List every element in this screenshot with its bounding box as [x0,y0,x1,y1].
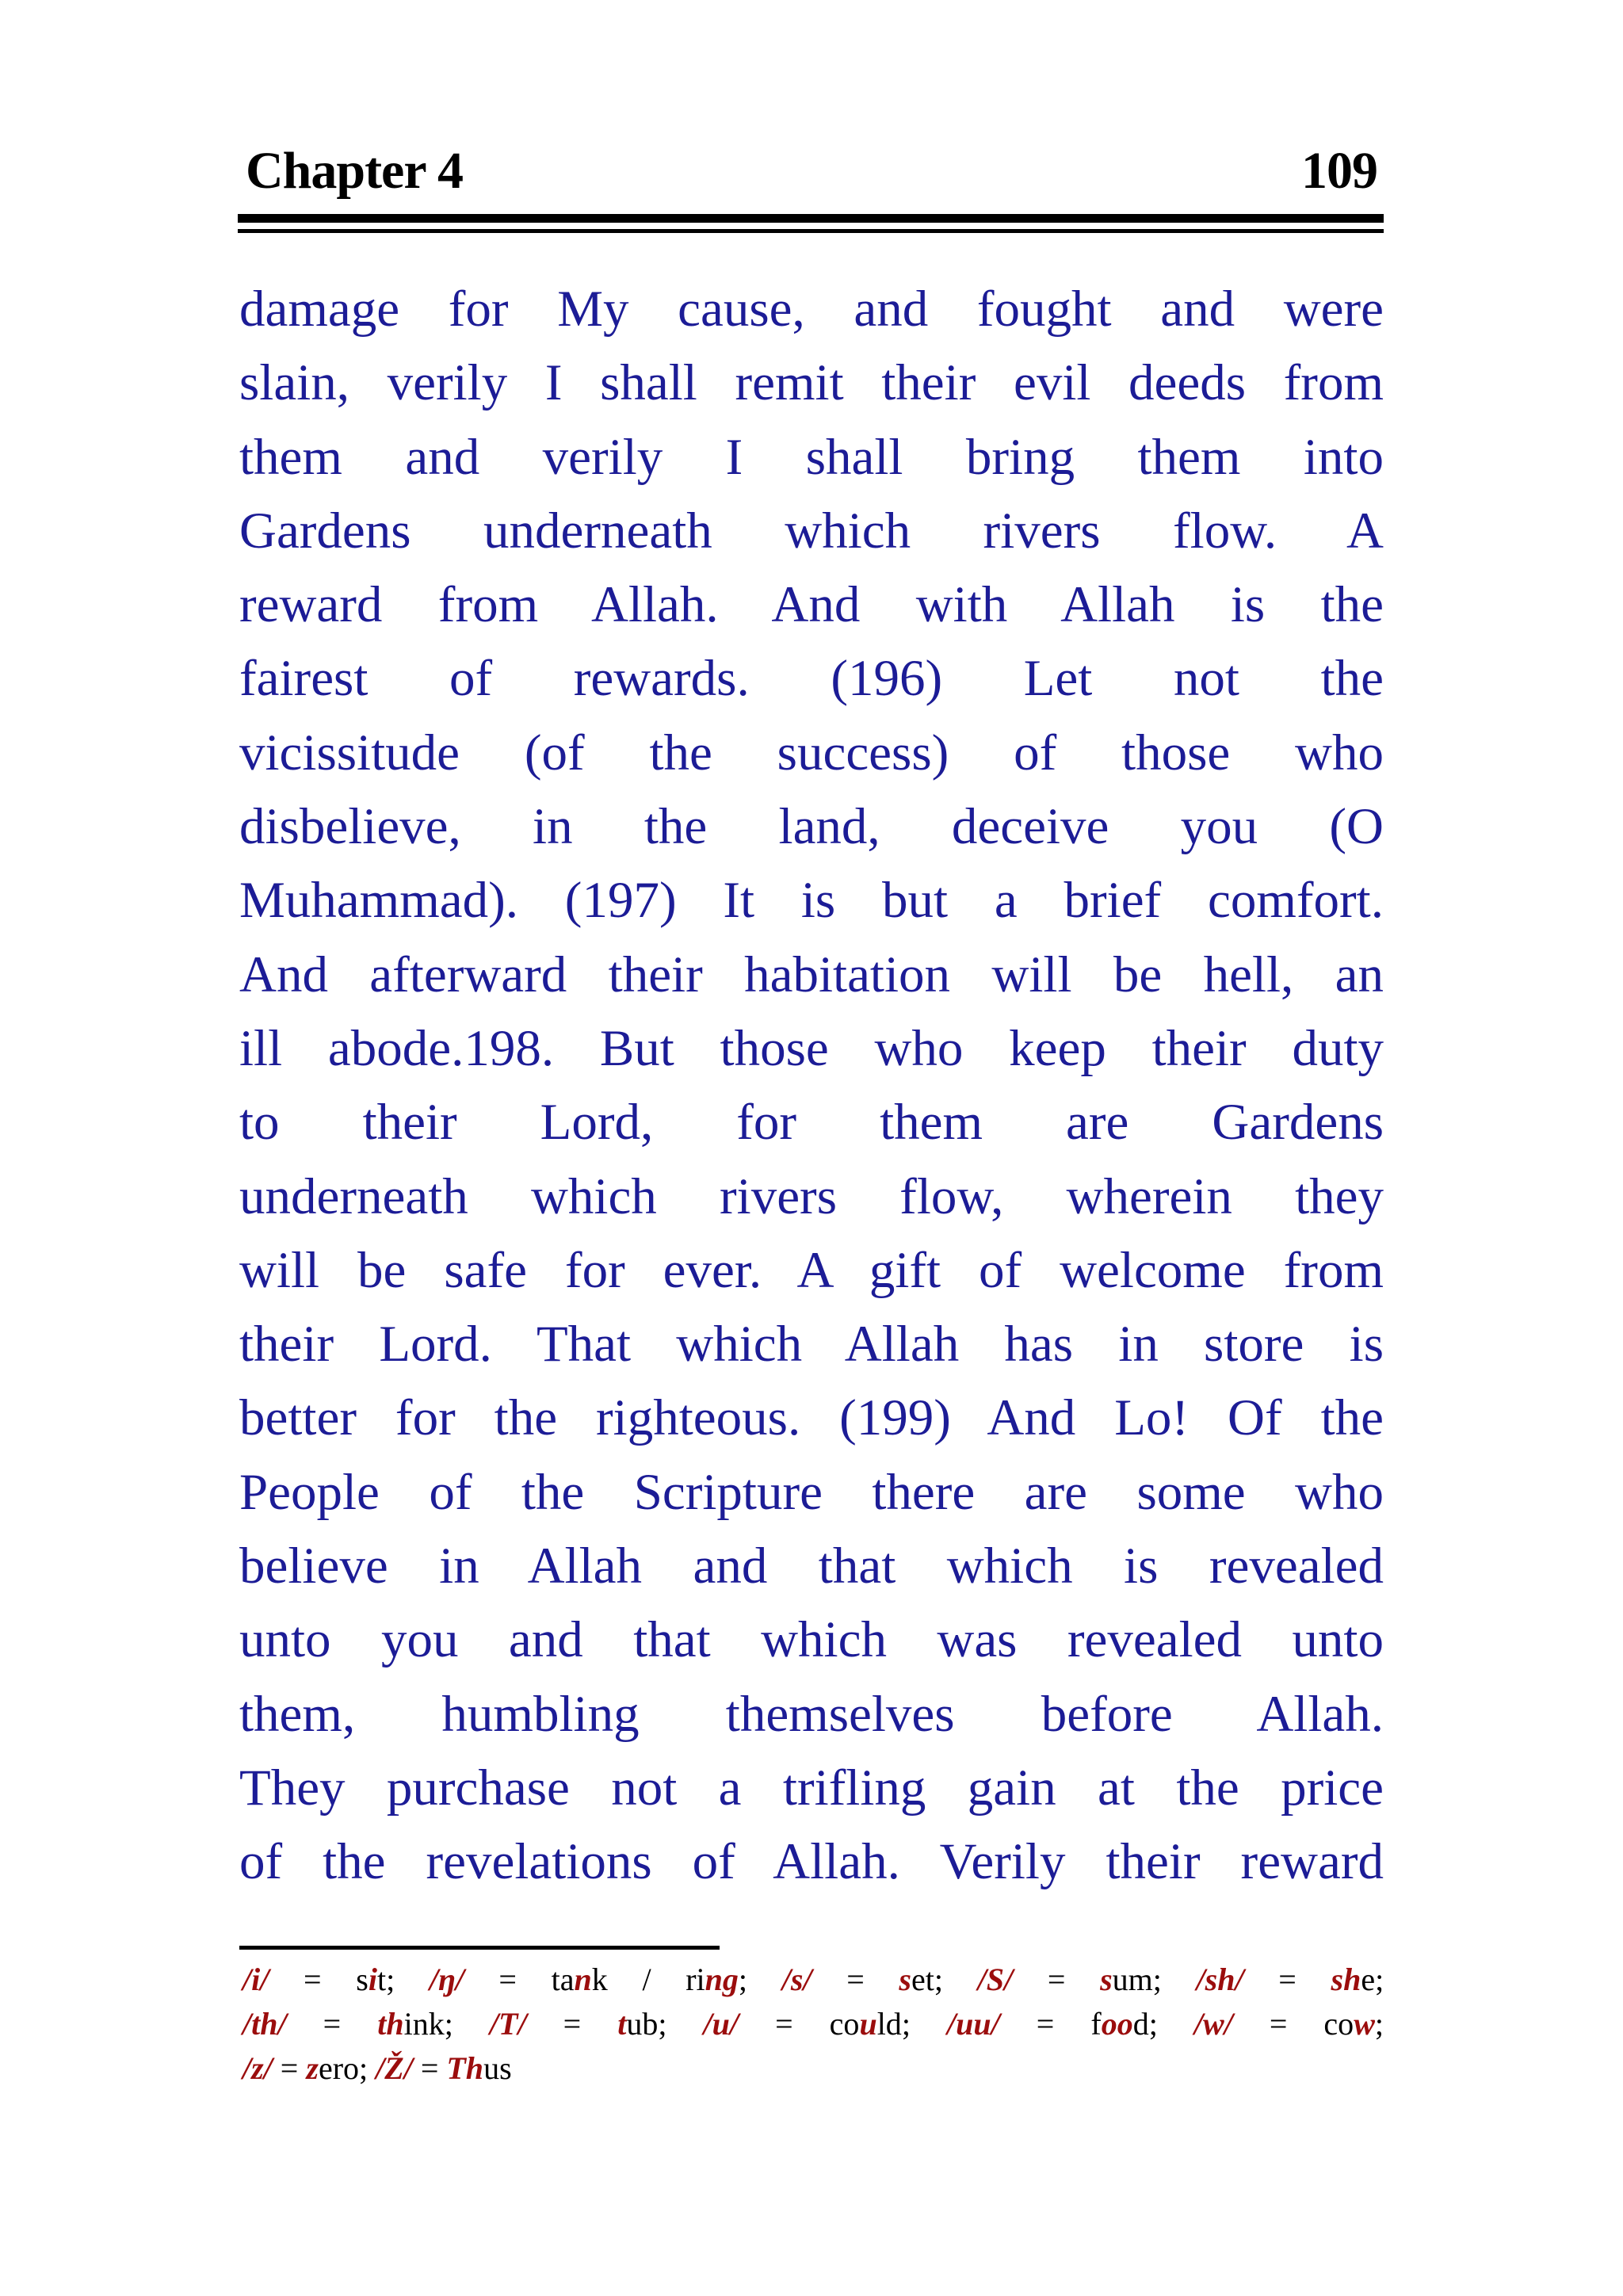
key-symbol: /th/ [242,2006,287,2042]
equals-sign: = [304,1962,322,1997]
equals-sign: = [563,2006,582,2042]
key-symbol: /i/ [242,1962,269,1997]
key-symbol: /u/ [703,2006,739,2042]
text-line: of the revelations of Allah. Verily their reward [239,1833,1384,1891]
text-line: unto you and that which was revealed unto [239,1611,1384,1669]
key-example: cow [1323,2006,1375,2042]
equals-sign: = [420,2050,439,2086]
pronunciation-key [242,1958,1384,2091]
text-line: to their Lord, for them are Gardens [239,1094,1384,1152]
key-example: tub [617,2006,659,2042]
key-symbol: /w/ [1193,2006,1233,2042]
text-line: them, humbling themselves before Allah. [239,1685,1384,1743]
footnote-line: /z/ = zero; /Ž/ = Thus [242,2050,512,2086]
footnote-line: /th/ = think; /T/ = tub; /u/ = could; /uu/ = food; /w/ = cow; [242,2006,1384,2042]
equals-sign: = [498,1962,517,1997]
key-example: set [899,1962,934,1997]
key-symbol: /S/ [977,1962,1014,1997]
equals-sign: = [1269,2006,1288,2042]
key-example: sum [1100,1962,1153,1997]
key-symbol: /uu/ [946,2006,1000,2042]
footnote-line: /i/ = sit; /ŋ/ = tank / ring; /s/ = set; /S/ = sum; /sh/ = she; [242,1962,1384,1997]
key-symbol: /s/ [781,1962,812,1997]
key-symbol: /Ž/ [376,2050,413,2086]
equals-sign: = [1036,2006,1055,2042]
text-line: reward from Allah. And with Allah is the [239,576,1384,634]
text-line: underneath which rivers flow, wherein they [239,1167,1384,1225]
text-line: They purchase not a trifling gain at the price [239,1759,1384,1817]
text-line: vicissitude (of the success) of those who [239,724,1384,781]
equals-sign: = [1278,1962,1296,1997]
text-line: slain, verily I shall remit their evil deeds from [239,354,1384,412]
text-line: fairest of rewards. (196) Let not the [239,650,1384,708]
header-rule-thick [238,214,1384,223]
page-number: 109 [1301,142,1377,200]
key-example: tank / ring [551,1962,739,1997]
key-example: she [1331,1962,1376,1997]
equals-sign: = [775,2006,793,2042]
text-line: their Lord. That which Allah has in store is [239,1316,1384,1373]
equals-sign: = [1047,1962,1066,1997]
text-line: People of the Scripture there are some who [239,1463,1384,1521]
key-symbol: /T/ [489,2006,527,2042]
text-line: ill abode.198. But those who keep their duty [239,1019,1384,1077]
key-symbol: /ŋ/ [429,1962,464,1997]
chapter-title: Chapter 4 [246,142,463,200]
text-line: disbelieve, in the land, deceive you (O [239,798,1384,856]
key-example: sit [356,1962,387,1997]
text-line: damage for My cause, and fought and were [239,281,1384,338]
header-rule-thin [238,229,1384,233]
key-example: zero [306,2050,360,2086]
equals-sign: = [323,2006,342,2042]
text-line: will be safe for ever. A gift of welcome from [239,1241,1384,1299]
key-example: food [1090,2006,1149,2042]
key-example: think [377,2006,445,2042]
key-symbol: /z/ [242,2050,273,2086]
key-example: Thus [446,2050,512,2086]
equals-sign: = [846,1962,865,1997]
text-line: Gardens underneath which rivers flow. A [239,502,1384,560]
key-symbol: /sh/ [1196,1962,1244,1997]
text-line: believe in Allah and that which is revealed [239,1538,1384,1595]
body-text [239,273,1384,1900]
footnote-rule [239,1946,720,1950]
text-line: Muhammad). (197) It is but a brief comfort. [239,872,1384,930]
page-header [242,141,1382,204]
equals-sign: = [280,2050,299,2086]
key-example: could [829,2006,902,2042]
text-line: And afterward their habitation will be hell, an [239,946,1384,1003]
text-line: better for the righteous. (199) And Lo! Of the [239,1389,1384,1447]
text-line: them and verily I shall bring them into [239,428,1384,486]
